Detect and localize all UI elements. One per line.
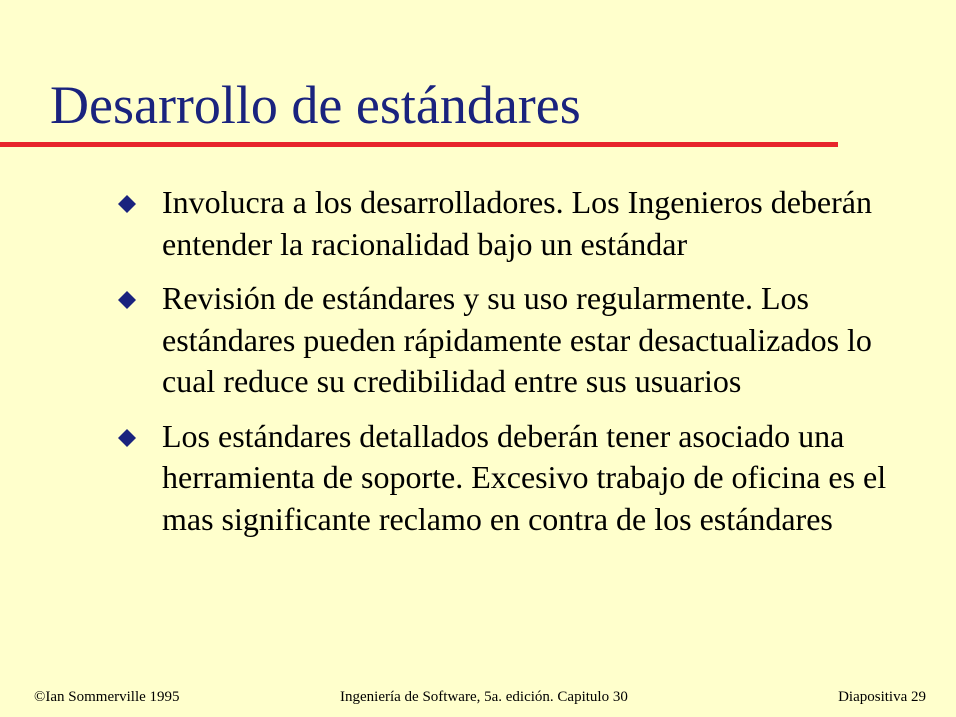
bullet-text: Los estándares detallados deberán tener asociado una herramienta de soporte. Excesivo trabajo de oficina es el mas significante reclamo en contra de los estándares (162, 417, 887, 537)
footer-copyright: ©Ian Sommerville 1995 (34, 689, 180, 705)
footer-book-title: Ingeniería de Software, 5a. edición. Capitulo 30 (340, 689, 628, 705)
bullet-item (114, 182, 914, 265)
diamond-bullet-icon (118, 291, 136, 309)
footer-slide-number: Diapositiva 29 (838, 689, 926, 705)
bullet-list (114, 182, 914, 553)
diamond-bullet-icon (118, 429, 136, 447)
bullet-text: Involucra a los desarrolladores. Los Ingenieros deberán entender la racionalidad bajo un estándar (162, 184, 872, 262)
bullet-item (114, 278, 914, 403)
title-divider (0, 142, 838, 147)
slide-title: Desarrollo de estándares (50, 75, 581, 135)
diamond-bullet-icon (118, 195, 136, 213)
bullet-item (114, 416, 914, 541)
bullet-text: Revisión de estándares y su uso regularmente. Los estándares pueden rápidamente estar desactualizados lo cual reduce su credibilidad entre sus usuarios (162, 280, 872, 399)
